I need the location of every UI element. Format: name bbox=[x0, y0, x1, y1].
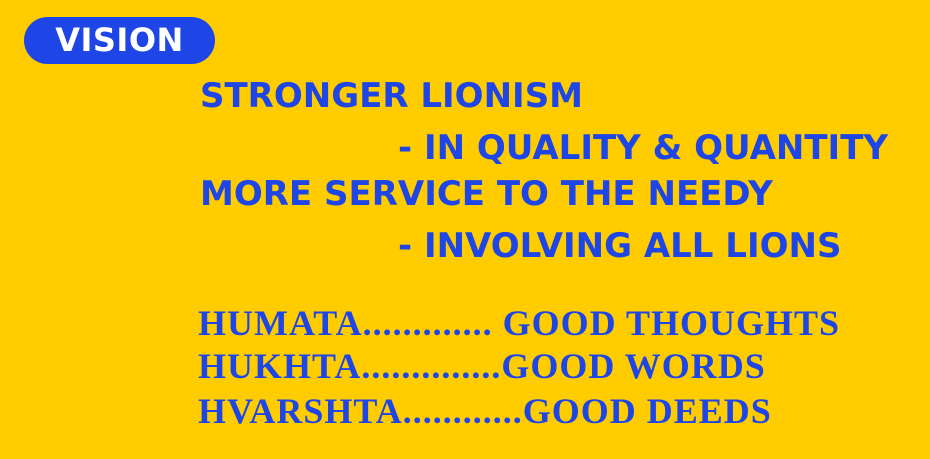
vision-line-quality-quantity: - IN QUALITY & QUANTITY bbox=[398, 128, 889, 168]
vision-line-involving-lions: - INVOLVING ALL LIONS bbox=[398, 226, 842, 266]
value-line-hukhta: HUKHTA..............GOOD WORDS bbox=[198, 346, 766, 386]
vision-line-more-service: MORE SERVICE TO THE NEEDY bbox=[200, 174, 773, 214]
value-line-humata: HUMATA............. GOOD THOUGHTS bbox=[198, 303, 841, 343]
vision-line-stronger-lionism: STRONGER LIONISM bbox=[200, 76, 584, 116]
vision-badge: VISION bbox=[24, 17, 215, 64]
value-line-hvarshta: HVARSHTA............GOOD DEEDS bbox=[198, 391, 772, 431]
